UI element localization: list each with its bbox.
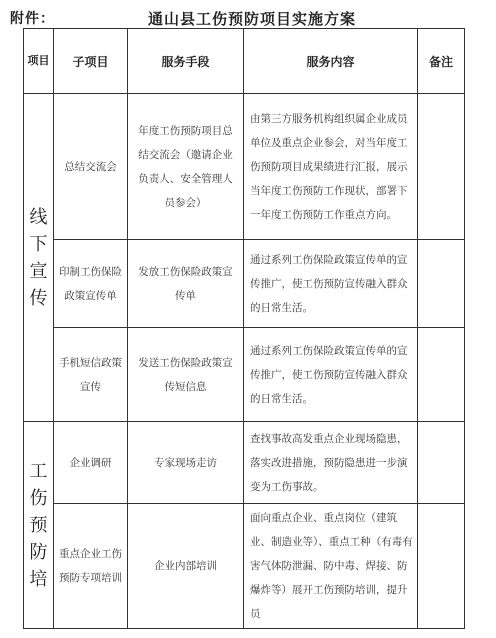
note-cell bbox=[418, 328, 465, 422]
note-cell bbox=[418, 94, 465, 240]
content-cell: 通过系列工伤保险政策宣传单的宣传推广，使工伤预防宣传融入群众的日常生活。 bbox=[244, 328, 418, 422]
table-row bbox=[24, 504, 465, 629]
subproject-cell: 印制工伤保险政策宣传单 bbox=[54, 240, 128, 328]
table-row bbox=[24, 328, 465, 422]
document-title: 通山县工伤预防项目实施方案 bbox=[148, 10, 357, 28]
column-header-project: 项目 bbox=[24, 29, 54, 94]
note-cell bbox=[418, 422, 465, 504]
note-cell bbox=[418, 504, 465, 629]
means-cell: 发送工伤保险政策宣传短信息 bbox=[128, 328, 244, 422]
content-cell: 面向重点企业、重点岗位（建筑业、制造业等）、重点工种（有毒有害气体防泄漏、防中毒、焊接、防爆炸等）展开工伤预防培训，提升员 bbox=[244, 504, 418, 629]
document-header bbox=[8, 6, 488, 28]
table-row bbox=[24, 240, 465, 328]
content-cell: 通过系列工伤保险政策宣传单的宣传推广，使工伤预防宣传融入群众的日常生活。 bbox=[244, 240, 418, 328]
attachment-label: 附件： bbox=[10, 11, 55, 27]
column-header-means: 服务手段 bbox=[128, 29, 244, 94]
means-cell: 年度工伤预防项目总结交流会（邀请企业负责人、安全管理人员参会） bbox=[128, 94, 244, 240]
subproject-cell: 重点企业工伤预防专项培训 bbox=[54, 504, 128, 629]
content-cell: 查找事故高发重点企业现场隐患，落实改进措施，预防隐患进一步演变为工伤事故。 bbox=[244, 422, 418, 504]
note-cell bbox=[418, 240, 465, 328]
project-cell: 线下宣传 bbox=[24, 94, 54, 422]
project-cell: 工伤预防培 bbox=[24, 422, 54, 629]
means-cell: 发放工伤保险政策宣传单 bbox=[128, 240, 244, 328]
column-header-content: 服务内容 bbox=[244, 29, 418, 94]
plan-table bbox=[23, 28, 465, 629]
means-cell: 企业内部培训 bbox=[128, 504, 244, 629]
subproject-cell: 企业调研 bbox=[54, 422, 128, 504]
means-cell: 专家现场走访 bbox=[128, 422, 244, 504]
content-cell: 由第三方服务机构组织属企业成员单位及重点企业参会，对当年度工伤预防项目成果绩进行汇报，展示当年度工伤预防工作现状，部署下一年度工伤预防工作重点方向。 bbox=[244, 94, 418, 240]
column-header-subproject: 子项目 bbox=[54, 29, 128, 94]
column-header-note: 备注 bbox=[418, 29, 465, 94]
subproject-cell: 总结交流会 bbox=[54, 94, 128, 240]
table-header-row bbox=[24, 29, 465, 94]
table-row bbox=[24, 422, 465, 504]
table-row bbox=[24, 94, 465, 240]
subproject-cell: 手机短信政策宣传 bbox=[54, 328, 128, 422]
